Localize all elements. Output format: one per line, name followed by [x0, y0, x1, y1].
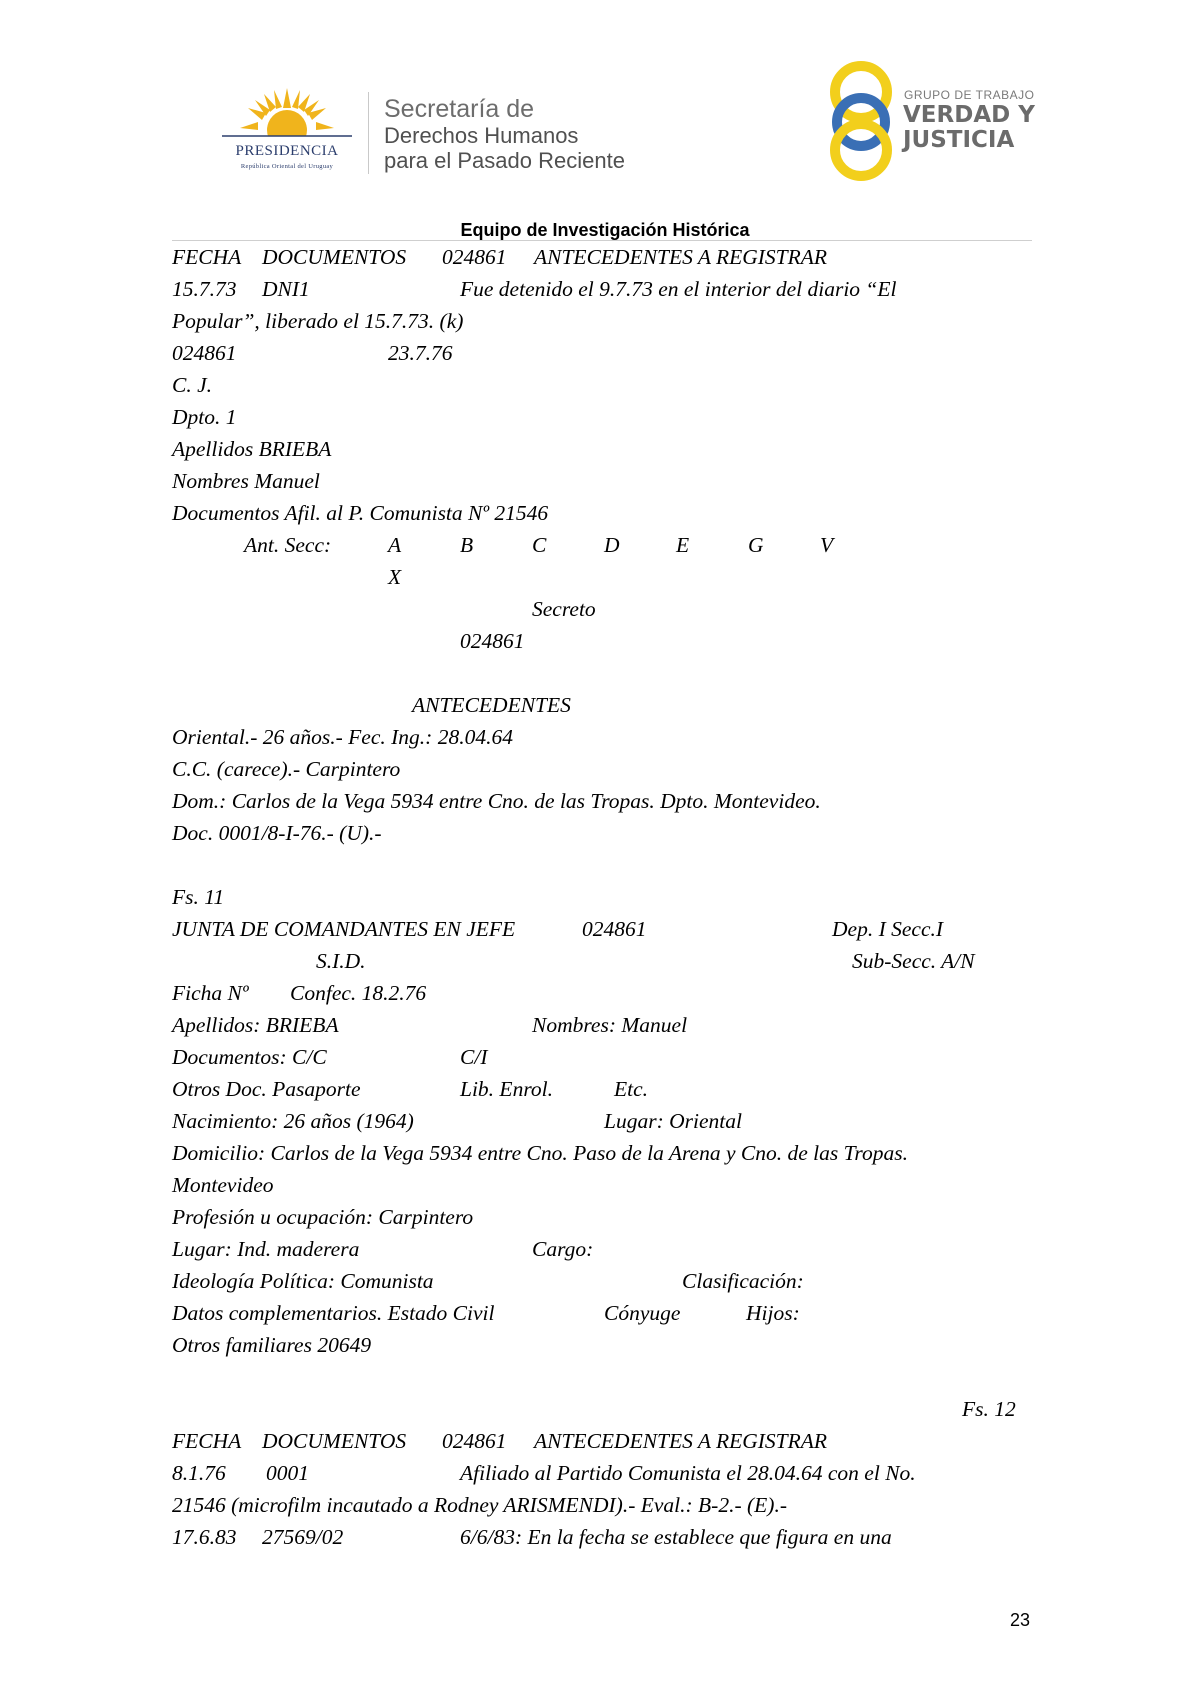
r1-documentos: DOCUMENTOS	[262, 245, 407, 269]
r21-sid: S.I.D.	[316, 949, 366, 973]
page-header	[0, 0, 1191, 210]
header-rule	[172, 240, 1032, 241]
r1-number: 024861	[442, 245, 507, 269]
verdad-justicia-logo	[826, 58, 1056, 183]
r25-pasaporte: Otros Doc. Pasaporte	[172, 1077, 361, 1101]
r21-subsecc: Sub-Secc. A/N	[852, 949, 975, 973]
secretaria-line-2: Derechos Humanos	[384, 123, 579, 148]
r10-e: E	[676, 533, 690, 557]
r10-label: Ant. Secc:	[244, 533, 332, 557]
r34-folio: Fs. 12	[962, 1397, 1016, 1421]
r15-text: Oriental.- 26 años.- Fec. Ing.: 28.04.64	[172, 725, 513, 749]
r20-junta: JUNTA DE COMANDANTES EN JEFE	[172, 917, 516, 941]
r1-fecha: FECHA	[172, 245, 242, 269]
r10-v: V	[820, 533, 834, 557]
r10-d: D	[604, 533, 620, 557]
r23-apellidos: Apellidos: BRIEBA	[172, 1013, 339, 1037]
r29-profesion: Profesión u ocupación: Carpintero	[172, 1205, 474, 1229]
r38-doc: 27569/02	[262, 1525, 344, 1549]
r32-conyuge: Cónyuge	[604, 1301, 681, 1325]
team-title: Equipo de Investigación Histórica	[460, 220, 750, 240]
r38-text: 6/6/83: En la fecha se establece que figura en una	[460, 1525, 892, 1549]
r25-etc: Etc.	[614, 1077, 649, 1101]
interlocked-rings-icon	[826, 58, 902, 183]
r22-ficha: Ficha Nº	[172, 981, 249, 1005]
sun-emblem-icon	[212, 86, 362, 146]
r28-text: Montevideo	[172, 1173, 274, 1197]
gtvj-line-2: VERDAD Y	[903, 102, 1035, 128]
gtvj-line-3: JUSTICIA	[903, 127, 1015, 153]
r17-text: Dom.: Carlos de la Vega 5934 entre Cno. de las Tropas. Dpto. Montevideo.	[172, 789, 821, 813]
r24-documentos: Documentos: C/C	[172, 1045, 327, 1069]
r33-familiares: Otros familiares 20649	[172, 1333, 372, 1357]
r23-nombres: Nombres: Manuel	[532, 1013, 688, 1037]
r30-lugar: Lugar: Ind. maderera	[172, 1237, 360, 1261]
gtvj-line-1: GRUPO DE TRABAJO	[904, 88, 1035, 102]
r30-cargo: Cargo:	[532, 1237, 594, 1261]
r3-text: Popular”, liberado el 15.7.73. (k)	[172, 309, 464, 333]
r27-domicilio: Domicilio: Carlos de la Vega 5934 entre Cno. Paso de la Arena y Cno. de las Tropas.	[172, 1141, 908, 1165]
page-number: 23	[1010, 1610, 1031, 1630]
r22-confec: Confec. 18.2.76	[290, 981, 427, 1005]
r9-text: Documentos Afil. al P. Comunista Nº 21546	[172, 501, 549, 525]
logo-divider	[368, 92, 369, 174]
r10-b: B	[460, 533, 474, 557]
r31-ideologia: Ideología Política: Comunista	[172, 1269, 434, 1293]
r35-fecha: FECHA	[172, 1429, 242, 1453]
r26-nacimiento: Nacimiento: 26 años (1964)	[172, 1109, 414, 1133]
r8-text: Nombres Manuel	[172, 469, 320, 493]
r31-clasificacion: Clasificación:	[682, 1269, 804, 1293]
r32-hijos: Hijos:	[746, 1301, 800, 1325]
r2-doc: DNI1	[262, 277, 310, 301]
r16-text: C.C. (carece).- Carpintero	[172, 757, 401, 781]
r36-text: Afiliado al Partido Comunista el 28.04.64 con el No.	[460, 1461, 916, 1485]
r4-date: 23.7.76	[388, 341, 453, 365]
r10-c: C	[532, 533, 547, 557]
secretaria-logo-text	[384, 96, 724, 173]
r37-text: 21546 (microfilm incautado a Rodney ARISMENDI).- Eval.: B-2.- (E).-	[172, 1493, 787, 1517]
r35-number: 024861	[442, 1429, 507, 1453]
r36-doc: 0001	[266, 1461, 309, 1485]
r12-secreto: Secreto	[532, 597, 596, 621]
r26-lugar: Lugar: Oriental	[604, 1109, 742, 1133]
r10-a: A	[388, 533, 402, 557]
r1-antecedentes: ANTECEDENTES A REGISTRAR	[534, 245, 828, 269]
r11-x: X	[388, 565, 402, 589]
r18-text: Doc. 0001/8-I-76.- (U).-	[172, 821, 382, 845]
r38-date: 17.6.83	[172, 1525, 237, 1549]
r19-folio: Fs. 11	[172, 885, 225, 909]
r4-number: 024861	[172, 341, 237, 365]
r36-date: 8.1.76	[172, 1461, 226, 1485]
r2-text: Fue detenido el 9.7.73 en el interior del diario “El	[460, 277, 897, 301]
presidencia-label: PRESIDENCIA	[235, 143, 339, 159]
r20-number: 024861	[582, 917, 647, 941]
r25-enrol: Lib. Enrol.	[460, 1077, 553, 1101]
r6-text: Dpto. 1	[172, 405, 237, 429]
r7-text: Apellidos BRIEBA	[172, 437, 332, 461]
r35-documentos: DOCUMENTOS	[262, 1429, 407, 1453]
r5-text: C. J.	[172, 373, 213, 397]
presidencia-sublabel: República Oriental del Uruguay	[240, 163, 334, 170]
r32-datos: Datos complementarios. Estado Civil	[172, 1301, 495, 1325]
r20-dep: Dep. I Secc.I	[832, 917, 944, 941]
r13-number: 024861	[460, 629, 525, 653]
r2-date: 15.7.73	[172, 277, 237, 301]
r24-ci: C/I	[460, 1045, 488, 1069]
presidencia-logo	[212, 86, 362, 176]
r10-g: G	[748, 533, 764, 557]
secretaria-line-3: para el Pasado Reciente	[384, 148, 625, 173]
r14-antecedentes-title: ANTECEDENTES	[412, 693, 571, 717]
r35-antecedentes: ANTECEDENTES A REGISTRAR	[534, 1429, 828, 1453]
secretaria-line-1: Secretaría de	[384, 95, 535, 123]
